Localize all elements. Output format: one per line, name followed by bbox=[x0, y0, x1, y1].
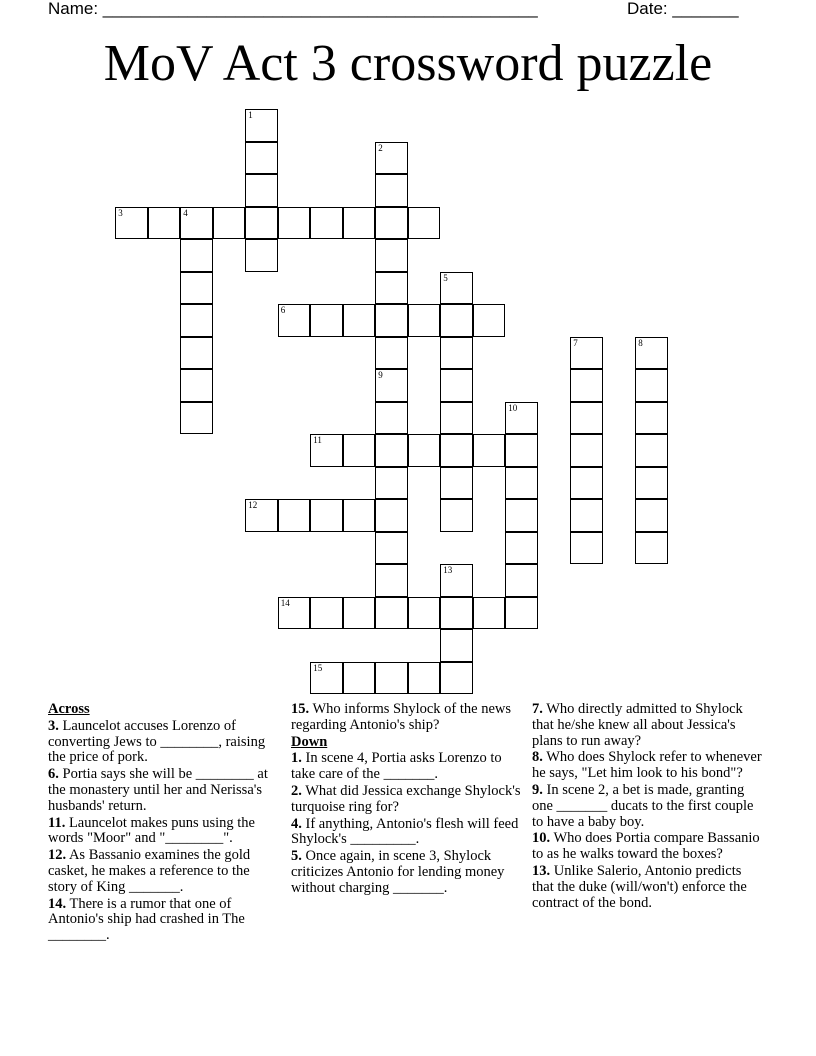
clue-text: Who directly admitted to Shylock that he/she knew all about Jessica's plans to run away? bbox=[532, 701, 743, 749]
grid-cell[interactable] bbox=[245, 174, 278, 207]
clue-number: 7 bbox=[573, 337, 578, 348]
clue-number: 10 bbox=[508, 402, 518, 413]
grid-cell[interactable] bbox=[408, 207, 441, 240]
grid-cell[interactable] bbox=[635, 402, 668, 435]
grid-cell[interactable] bbox=[213, 207, 246, 240]
clue-number-label: 5. bbox=[291, 848, 302, 865]
grid-cell[interactable] bbox=[635, 499, 668, 532]
grid-cell[interactable] bbox=[245, 109, 278, 142]
grid-cell[interactable] bbox=[375, 532, 408, 565]
grid-cell[interactable] bbox=[180, 239, 213, 272]
grid-cell[interactable] bbox=[375, 272, 408, 305]
grid-cell[interactable] bbox=[245, 142, 278, 175]
grid-cell[interactable] bbox=[343, 499, 376, 532]
clue-number: 11 bbox=[313, 435, 322, 446]
clue-number: 8 bbox=[638, 337, 643, 348]
grid-cell[interactable] bbox=[148, 207, 181, 240]
grid-cell[interactable] bbox=[310, 597, 343, 630]
grid-cell[interactable] bbox=[310, 499, 343, 532]
clue-text: If anything, Antonio's flesh will feed Shylock's _________. bbox=[291, 815, 519, 848]
grid-cell[interactable] bbox=[375, 499, 408, 532]
clue-item bbox=[48, 816, 280, 848]
clue-text: Launcelot accuses Lorenzo of converting Jews to ________, raising the price of pork. bbox=[48, 717, 266, 766]
clue-item bbox=[48, 767, 280, 814]
grid-cell[interactable] bbox=[375, 337, 408, 370]
grid-cell[interactable] bbox=[570, 434, 603, 467]
clue-text: Portia says she will be ________ at the monastery until her and Nerissa's husbands' return. bbox=[48, 766, 268, 814]
grid-cell[interactable] bbox=[635, 369, 668, 402]
clue-text: There is a rumor that one of Antonio's ship had crashed in The ________. bbox=[48, 895, 245, 944]
grid-cell[interactable] bbox=[180, 207, 213, 240]
grid-cell[interactable] bbox=[245, 207, 278, 240]
grid-cell[interactable] bbox=[505, 499, 538, 532]
grid-cell[interactable] bbox=[570, 402, 603, 435]
grid-cell[interactable] bbox=[440, 337, 473, 370]
clue-number: 9 bbox=[378, 370, 383, 381]
grid-cell[interactable] bbox=[440, 564, 473, 597]
grid-cell[interactable] bbox=[245, 499, 278, 532]
grid-cell[interactable] bbox=[375, 564, 408, 597]
grid-cell[interactable] bbox=[473, 304, 506, 337]
grid-cell[interactable] bbox=[375, 434, 408, 467]
clue-number-label: 2. bbox=[291, 782, 302, 799]
grid-cell[interactable] bbox=[505, 564, 538, 597]
clue-text: Who does Shylock refer to whenever he says, "Let him look to his bond"? bbox=[532, 749, 762, 782]
grid-cell[interactable] bbox=[505, 402, 538, 435]
grid-cell[interactable] bbox=[635, 337, 668, 370]
clue-item bbox=[532, 864, 764, 911]
grid-cell[interactable] bbox=[375, 239, 408, 272]
down-clues-column bbox=[532, 702, 764, 912]
grid-cell[interactable] bbox=[440, 369, 473, 402]
clue-number: 1 bbox=[248, 110, 253, 121]
clue-number-label: 12. bbox=[48, 847, 67, 864]
clue-number-label: 1. bbox=[291, 750, 302, 767]
grid-cell[interactable] bbox=[570, 532, 603, 565]
grid-cell[interactable] bbox=[408, 662, 441, 695]
grid-cell[interactable] bbox=[408, 434, 441, 467]
grid-cell[interactable] bbox=[505, 532, 538, 565]
name-field: Name: ______________________________________________ bbox=[48, 0, 538, 18]
clue-number-label: 10. bbox=[532, 830, 551, 847]
grid-cell[interactable] bbox=[278, 499, 311, 532]
grid-cell[interactable] bbox=[505, 597, 538, 630]
grid-cell[interactable] bbox=[245, 239, 278, 272]
clue-number-label: 6. bbox=[48, 766, 59, 783]
grid-cell[interactable] bbox=[310, 304, 343, 337]
down-heading: Down bbox=[291, 733, 328, 750]
grid-cell[interactable] bbox=[180, 272, 213, 305]
grid-cell[interactable] bbox=[180, 369, 213, 402]
grid-cell[interactable] bbox=[505, 434, 538, 467]
clue-text: As Bassanio examines the gold casket, he makes a reference to the story of King _______. bbox=[48, 847, 251, 895]
grid-cell[interactable] bbox=[278, 207, 311, 240]
grid-cell[interactable] bbox=[375, 207, 408, 240]
grid-cell[interactable] bbox=[375, 174, 408, 207]
across-heading: Across bbox=[48, 701, 90, 717]
grid-cell[interactable] bbox=[570, 499, 603, 532]
grid-cell[interactable] bbox=[505, 467, 538, 500]
clue-number-label: 9. bbox=[532, 781, 543, 798]
grid-cell[interactable] bbox=[375, 142, 408, 175]
grid-cell[interactable] bbox=[343, 434, 376, 467]
grid-cell[interactable] bbox=[635, 467, 668, 500]
grid-cell[interactable] bbox=[440, 662, 473, 695]
clue-number-label: 15. bbox=[291, 701, 310, 717]
grid-cell[interactable] bbox=[440, 629, 473, 662]
grid-cell[interactable] bbox=[473, 597, 506, 630]
grid-cell[interactable] bbox=[310, 662, 343, 695]
clue-number: 5 bbox=[443, 272, 448, 283]
grid-cell[interactable] bbox=[278, 597, 311, 630]
grid-cell[interactable] bbox=[440, 272, 473, 305]
clue-text: Once again, in scene 3, Shylock criticizes Antonio for lending money without charging _______. bbox=[291, 848, 505, 896]
clue-item bbox=[48, 897, 280, 944]
clue-number: 12 bbox=[248, 500, 258, 511]
clue-item bbox=[291, 849, 527, 896]
grid-cell[interactable] bbox=[375, 597, 408, 630]
grid-cell[interactable] bbox=[310, 434, 343, 467]
clue-item bbox=[291, 702, 527, 734]
clue-number: 2 bbox=[378, 142, 383, 153]
clue-number: 6 bbox=[280, 305, 286, 316]
grid-cell[interactable] bbox=[310, 207, 343, 240]
clue-number-label: 14. bbox=[48, 895, 67, 912]
grid-cell[interactable] bbox=[375, 467, 408, 500]
clue-text: In scene 4, Portia asks Lorenzo to take care of the _______. bbox=[291, 750, 502, 783]
clue-text: What did Jessica exchange Shylock's turquoise ring for? bbox=[291, 782, 521, 815]
grid-cell[interactable] bbox=[570, 467, 603, 500]
clue-item bbox=[48, 719, 280, 766]
grid-cell[interactable] bbox=[375, 304, 408, 337]
clue-text: Launcelot makes puns using the words "Moor" and "________". bbox=[48, 814, 255, 847]
grid-cell[interactable] bbox=[343, 597, 376, 630]
clue-text: In scene 2, a bet is made, granting one _______ ducats to the first couple to have a baby boy. bbox=[532, 781, 754, 830]
clues-column-middle bbox=[291, 702, 527, 898]
grid-cell[interactable] bbox=[635, 532, 668, 565]
clue-text: Who informs Shylock of the news regarding Antonio's ship? bbox=[291, 701, 512, 733]
clue-item bbox=[532, 831, 764, 863]
clue-text: Who does Portia compare Bassanio to as he walks toward the boxes? bbox=[532, 830, 760, 863]
clue-item bbox=[291, 784, 527, 816]
clue-number-label: 7. bbox=[532, 701, 543, 717]
grid-cell[interactable] bbox=[408, 597, 441, 630]
clue-number: 15 bbox=[313, 662, 323, 673]
grid-cell[interactable] bbox=[375, 662, 408, 695]
grid-cell[interactable] bbox=[375, 369, 408, 402]
grid-cell[interactable] bbox=[440, 304, 473, 337]
grid-cell[interactable] bbox=[440, 434, 473, 467]
grid-cell[interactable] bbox=[408, 304, 441, 337]
clue-number: 3 bbox=[118, 207, 123, 218]
grid-cell[interactable] bbox=[343, 207, 376, 240]
clue-item bbox=[291, 817, 527, 849]
clue-item bbox=[48, 848, 280, 895]
grid-cell[interactable] bbox=[180, 402, 213, 435]
grid-cell[interactable] bbox=[440, 402, 473, 435]
grid-cell[interactable] bbox=[440, 467, 473, 500]
clue-number: 13 bbox=[443, 565, 453, 576]
clue-item bbox=[532, 702, 764, 749]
grid-cell[interactable] bbox=[440, 499, 473, 532]
grid-cell[interactable] bbox=[343, 662, 376, 695]
grid-cell[interactable] bbox=[375, 402, 408, 435]
clue-number-label: 8. bbox=[532, 749, 543, 766]
grid-cell[interactable] bbox=[440, 597, 473, 630]
grid-cell[interactable] bbox=[180, 304, 213, 337]
grid-cell[interactable] bbox=[570, 369, 603, 402]
clue-number: 4 bbox=[183, 207, 188, 218]
clue-number-label: 4. bbox=[291, 815, 302, 832]
grid-cell[interactable] bbox=[570, 337, 603, 370]
grid-cell[interactable] bbox=[635, 434, 668, 467]
clue-item bbox=[291, 751, 527, 783]
date-field: Date: _______ bbox=[627, 0, 739, 18]
across-clues-column bbox=[48, 702, 280, 945]
grid-cell[interactable] bbox=[115, 207, 148, 240]
clue-number-label: 13. bbox=[532, 862, 551, 879]
clue-item bbox=[532, 750, 764, 782]
grid-cell[interactable] bbox=[343, 304, 376, 337]
grid-cell[interactable] bbox=[180, 337, 213, 370]
grid-cell[interactable] bbox=[473, 434, 506, 467]
clue-number-label: 3. bbox=[48, 717, 59, 734]
clue-number-label: 11. bbox=[48, 814, 66, 831]
page-title: MoV Act 3 crossword puzzle bbox=[103, 35, 713, 92]
clue-number: 14 bbox=[280, 597, 290, 608]
grid-cell[interactable] bbox=[278, 304, 311, 337]
clue-item bbox=[532, 783, 764, 830]
clue-text: Unlike Salerio, Antonio predicts that the duke (will/won't) enforce the contract of the bond. bbox=[532, 862, 747, 911]
